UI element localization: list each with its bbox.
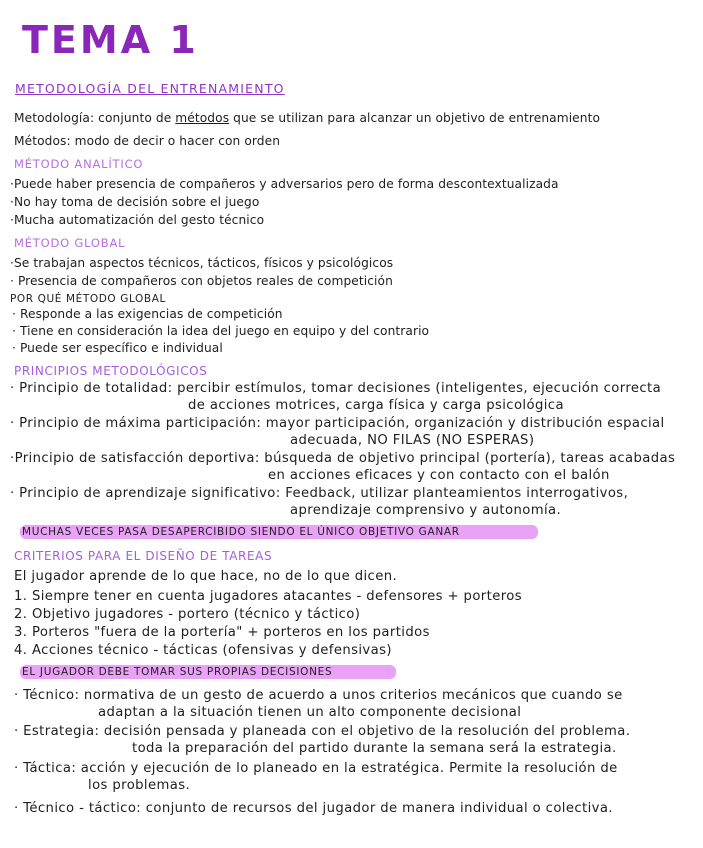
principle-line: en acciones eficaces y con contacto con el balón	[268, 468, 610, 483]
definition-line: toda la preparación del partido durante la semana será la estrategia.	[132, 741, 617, 756]
page-title: TEMA 1	[22, 18, 199, 62]
definition-line: · Estrategia: decisión pensada y planeada con el objetivo de la resolución del problema.	[14, 724, 631, 739]
principle-line: de acciones motrices, carga física y carga psicológica	[188, 398, 564, 413]
definition-metodologia-pre: Metodología: conjunto de	[14, 111, 176, 125]
section-heading-metodologia: METODOLOGÍA DEL ENTRENAMIENTO	[15, 81, 285, 96]
subheading-metodo-analitico: MÉTODO ANALÍTICO	[14, 157, 144, 171]
list-item: 3. Porteros "fuera de la portería" + porteros en los partidos	[14, 625, 430, 640]
list-item: · Puede ser específico e individual	[12, 341, 223, 355]
list-item: ·Mucha automatización del gesto técnico	[10, 213, 265, 227]
definition-metodos: Métodos: modo de decir o hacer con orden	[14, 134, 281, 148]
definition-line: · Técnico: normativa de un gesto de acuerdo a unos criterios mecánicos que cuando se	[14, 688, 623, 703]
principle-line: aprendizaje comprensivo y autonomía.	[290, 503, 562, 518]
principle-line: · Principio de aprendizaje significativo: Feedback, utilizar planteamientos interrogativos,	[10, 486, 629, 501]
definition-metodologia-post: que se utilizan para alcanzar un objetivo de entrenamiento	[229, 111, 601, 125]
list-item: · Responde a las exigencias de competición	[12, 307, 283, 321]
criterios-intro: El jugador aprende de lo que hace, no de lo que dicen.	[14, 569, 398, 584]
principle-line: ·Principio de satisfacción deportiva: búsqueda de objetivo principal (portería), tareas acabadas	[10, 451, 676, 466]
definition-line: · Táctica: acción y ejecución de lo planeado en la estratégica. Permite la resolución de	[14, 761, 618, 776]
definition-metodologia	[14, 110, 600, 126]
list-item: 1. Siempre tener en cuenta jugadores atacantes - defensores + porteros	[14, 589, 522, 604]
list-item: · Presencia de compañeros con objetos reales de competición	[10, 274, 393, 288]
principle-line: · Principio de totalidad: percibir estímulos, tomar decisiones (inteligentes, ejecución correcta	[10, 381, 662, 396]
subheading-por-que-metodo-global: POR QUÉ MÉTODO GLOBAL	[10, 293, 166, 305]
highlight-note-ganar: MUCHAS VECES PASA DESAPERCIBIDO SIENDO EL ÚNICO OBJETIVO GANAR	[22, 526, 460, 538]
definition-line: · Técnico - táctico: conjunto de recursos del jugador de manera individual o colectiva.	[14, 801, 613, 816]
definition-metodologia-underlined: métodos	[175, 111, 230, 125]
definition-line: los problemas.	[88, 778, 191, 793]
principle-line: adecuada, NO FILAS (NO ESPERAS)	[290, 433, 535, 448]
list-item: ·Puede haber presencia de compañeros y adversarios pero de forma descontextualizada	[10, 177, 559, 191]
principle-line: · Principio de máxima participación: mayor participación, organización y distribución espacial	[10, 416, 665, 431]
list-item: ·No hay toma de decisión sobre el juego	[10, 195, 260, 209]
highlight-note-decisiones: EL JUGADOR DEBE TOMAR SUS PROPIAS DECISIONES	[22, 666, 333, 678]
list-item: · Tiene en consideración la idea del juego en equipo y del contrario	[12, 324, 430, 338]
subheading-criterios-diseno-tareas: CRITERIOS PARA EL DISEÑO DE TAREAS	[14, 549, 273, 563]
list-item: ·Se trabajan aspectos técnicos, tácticos, físicos y psicológicos	[10, 256, 394, 270]
definition-line: adaptan a la situación tienen un alto componente decisional	[98, 705, 522, 720]
list-item: 2. Objetivo jugadores - portero (técnico y táctico)	[14, 607, 361, 622]
list-item: 4. Acciones técnico - tácticas (ofensivas y defensivas)	[14, 643, 392, 658]
subheading-principios-metodologicos: PRINCIPIOS METODOLÓGICOS	[14, 364, 208, 378]
subheading-metodo-global: MÉTODO GLOBAL	[14, 236, 126, 250]
